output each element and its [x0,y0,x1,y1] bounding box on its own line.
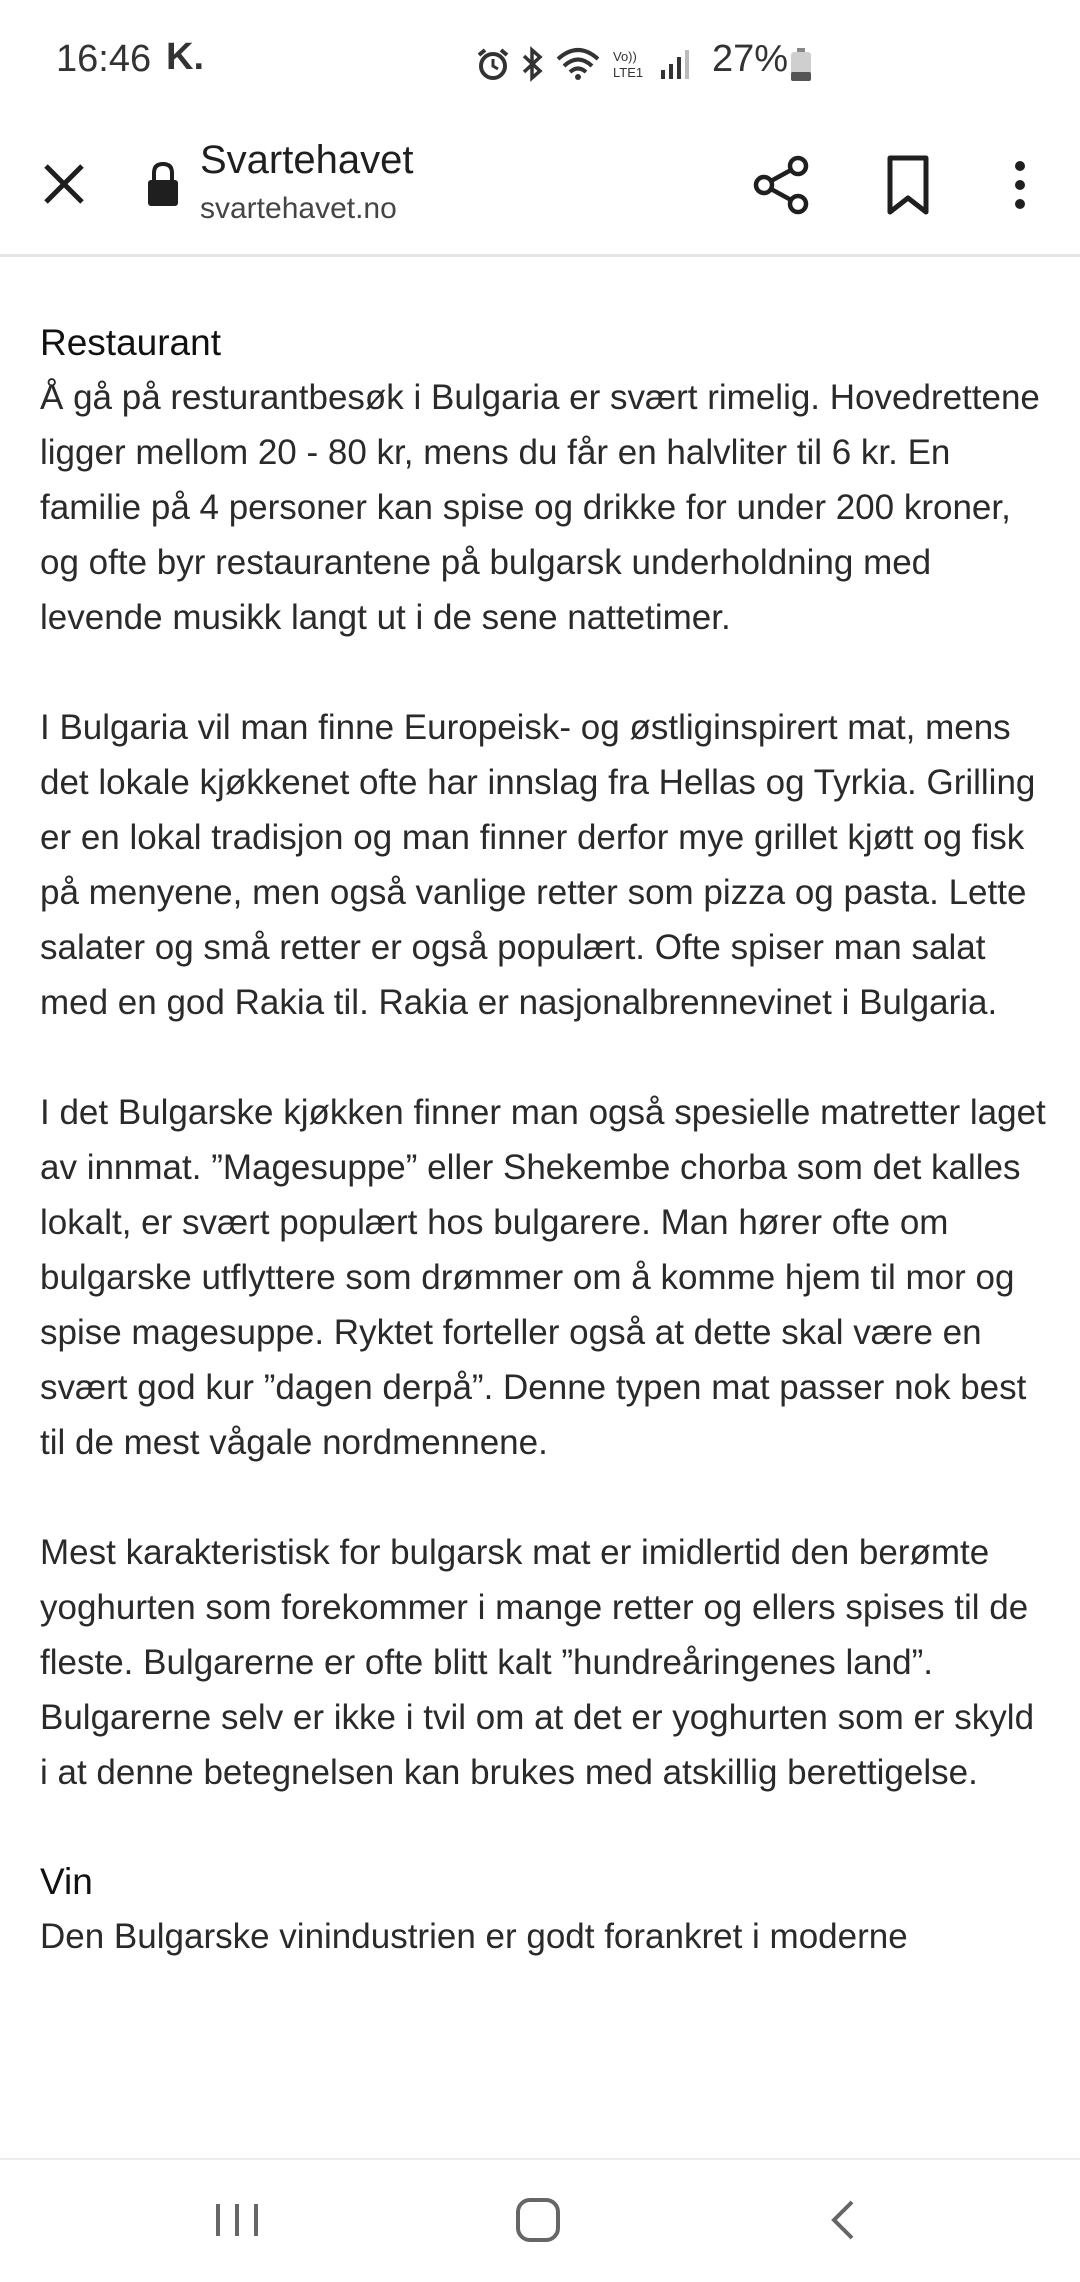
status-time: 16:46 [56,38,152,80]
bookmark-icon[interactable] [880,154,936,216]
status-icons [476,44,690,84]
custom-tab-toolbar [0,120,1080,257]
paragraph: Å gå på resturantbesøk i Bulgaria er svært rimelig. Hovedrettene ligger mellom 20 - 80 kr, mens du får en halvliter til 6 kr. En familie på 4 personer kan spise og drikke for under 200 kroner, og ofte byr restaurantene på bulgarsk underholdning med levende musikk langt ut i de sene nattetimer. [40,378,1040,637]
section-vin [40,1855,1050,1964]
carrier-logo: K. [166,36,204,78]
paragraph: Mest karakteristisk for bulgarsk mat er imidlertid den berømte yoghurten som forekommer i mange retter og ellers spises til de fleste. Bulgarerne er ofte blitt kalt ”hundreåringenes land”. Bulgarerne selv er ikke i tvil om at det er yoghurten som er skyld i at denne betegnelsen kan brukes med atskillig berettigelse. [40,1533,1035,1792]
svg-text:LTE1: LTE1 [613,65,644,80]
volte-icon [610,47,650,81]
home-icon[interactable] [514,2196,562,2244]
paragraph: I Bulgaria vil man finne Europeisk- og østliginspirert mat, mens det lokale kjøkkenet ofte har innslag fra Hellas og Tyrkia. Grilling er en lokal tradisjon og man finner derfor mye grillet kjøtt og fisk på menyene, men også vanlige retter som pizza og pasta. Lette salater og små retter er også populært. Ofte spiser man salat med en god Rakia til. Rakia er nasjonalbrennevinet i Bulgaria. [40,708,1036,1022]
section-restaurant [40,316,1050,1800]
svg-text:Vo)): Vo)) [613,49,637,64]
wifi-icon [556,47,600,81]
lock-icon[interactable] [146,160,180,208]
battery-percent: 27% [712,38,789,80]
section-heading: Vin [40,1861,93,1902]
battery-icon [790,48,812,82]
article-body [40,316,1050,2019]
status-bar [0,0,1080,120]
back-icon[interactable] [826,2196,860,2244]
alarm-icon [476,47,510,81]
recents-icon[interactable] [212,2198,262,2242]
page-url[interactable]: svartehavet.no [200,192,397,225]
system-nav-bar [0,2158,1080,2282]
paragraph: Den Bulgarske vinindustrien er godt forankret i moderne [40,1917,908,1956]
share-icon[interactable] [752,154,812,216]
bluetooth-icon [520,46,546,82]
signal-icon [660,48,690,80]
page-title: Svartehavet [200,138,414,182]
more-icon[interactable] [1000,154,1040,216]
close-icon[interactable] [36,156,92,212]
section-heading: Restaurant [40,322,221,363]
paragraph: I det Bulgarske kjøkken finner man også spesielle matretter laget av innmat. ”Magesuppe” eller Shekembe chorba som det kalles lokalt, er svært populært hos bulgarere. Man hører ofte om bulgarske utflyttere som drømmer om å komme hjem til mor og spise magesuppe. Ryktet forteller også at dette skal være en svært god kur ”dagen derpå”. Denne typen mat passer nok best til de mest vågale nordmennene. [40,1093,1046,1462]
